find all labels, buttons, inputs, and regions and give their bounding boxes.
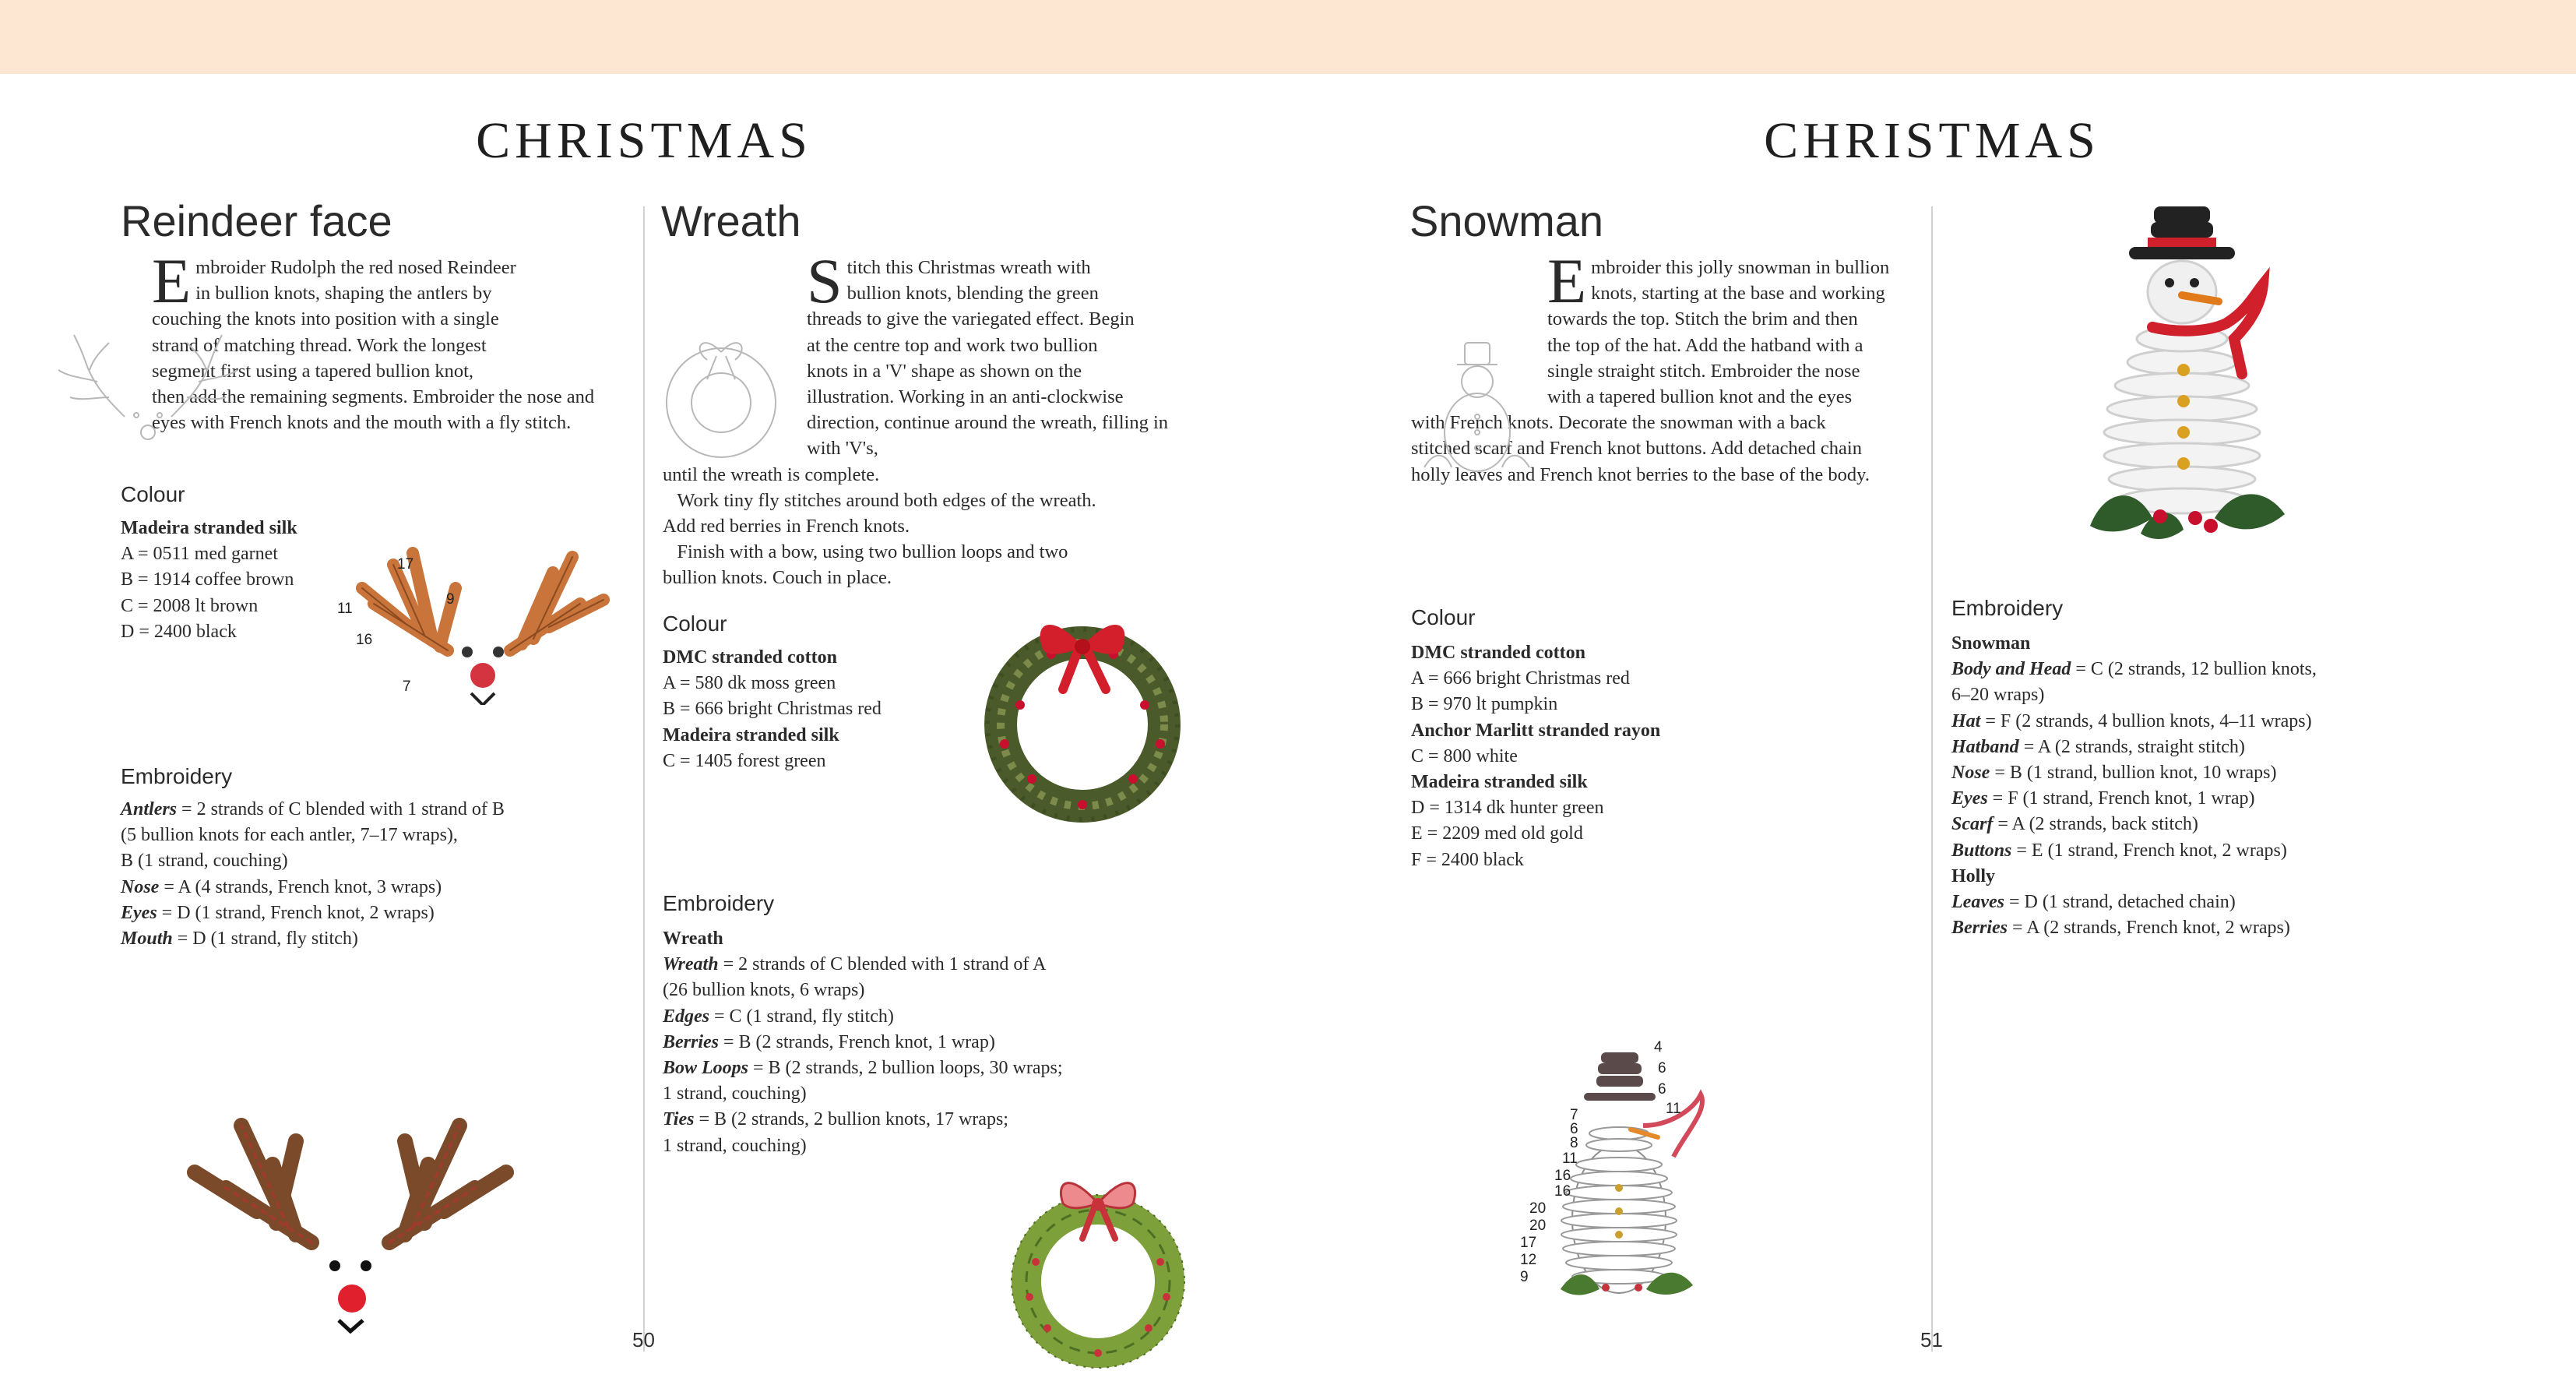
diagram-label: 4: [1654, 1039, 1663, 1055]
embroidery-heading: Embroidery: [1951, 596, 2064, 620]
colour-heading: Colour: [121, 482, 185, 506]
embroidery-line: Ties = B (2 strands, 2 bullion knots, 17 wraps;: [663, 1109, 1008, 1130]
colour-item: C = 1405 forest green: [663, 750, 826, 771]
diagram-label: 20: [1529, 1200, 1547, 1217]
embroidery-line: Eyes = F (1 strand, French knot, 1 wrap): [1951, 788, 2255, 809]
colour-brand: Madeira stranded silk: [1411, 772, 1588, 793]
reindeer-embroidery-list: [121, 797, 505, 952]
wreath-outline-sketch-icon: [660, 325, 785, 465]
reindeer-stitch-diagram: [331, 471, 642, 705]
colour-heading: Colour: [663, 611, 727, 636]
colour-brand: Madeira stranded silk: [121, 518, 297, 538]
reindeer-colour-list: [121, 516, 297, 645]
intro-text: titch this Christmas wreath with bullion knots, blending the green threads to give the variegated effect. Begin at the centre top and work two bullion knots in a 'V' shape as shown on the illustration. Working in an anti-clockwise direction, continue around the wreath, filling in with 'V's, until the wreath is complete. Work tiny fly stitches around both edges of the wreath. Add red berries in French knots. Finish with a bow, using two bullion loops and two bullion knots. Couch in place.: [663, 257, 1169, 589]
right-page: [1288, 74, 2576, 1399]
eye-icon: [493, 647, 504, 657]
wreath-colour-list: [663, 645, 882, 774]
drop-cap: E: [1547, 245, 1587, 316]
diagram-label: 11: [1666, 1101, 1681, 1117]
embroidery-line: 1 strand, couching): [663, 1135, 807, 1156]
embroidery-line: Nose = A (4 strands, French knot, 3 wraps): [121, 876, 442, 897]
diagram-label: 6: [1658, 1081, 1666, 1098]
embroidery-line: Leaves = D (1 strand, detached chain): [1951, 892, 2236, 913]
embroidery-heading: Embroidery: [121, 764, 233, 788]
colour-item: B = 1914 coffee brown: [121, 569, 294, 590]
left-page: [0, 74, 1288, 1399]
diagram-label: 9: [446, 591, 455, 608]
snowman-embroidery-list: [1951, 631, 2317, 941]
intro-text: mbroider Rudolph the red nosed Reindeer in bullion knots, shaping the antlers by couching the knots into position with a single strand of matching thread. Work the longest segment first using a tapered bullion knot, then add the remaining segments. Embroider the nose and eyes with French knots and the mouth with a fly stitch.: [152, 257, 595, 434]
embroidery-line: Wreath = 2 strands of C blended with 1 strand of A: [663, 954, 1047, 975]
embroidery-line: Eyes = D (1 strand, French knot, 2 wraps): [121, 902, 435, 923]
top-color-band: [0, 0, 2576, 74]
embroidery-line: Scarf = A (2 strands, back stitch): [1951, 814, 2198, 835]
snowman-embroidery-photo: [2067, 199, 2316, 549]
diagram-label: 6: [1658, 1060, 1666, 1077]
reindeer-embroidery-photo: [179, 1071, 522, 1351]
embroidery-line: Body and Head = C (2 strands, 12 bullion knots,: [1951, 659, 2317, 680]
colour-item: F = 2400 black: [1411, 849, 1524, 870]
embroidery-line: Edges = C (1 strand, fly stitch): [663, 1006, 894, 1027]
colour-brand: DMC stranded cotton: [663, 647, 837, 668]
embroidery-subheading: Wreath: [663, 929, 723, 949]
colour-item: C = 2008 lt brown: [121, 595, 259, 616]
intro-text: mbroider this jolly snowman in bullion knots, starting at the base and working towards the top. Stitch the brim and then the top of the hat. Add the hatband with a single straight stitch. Embroider the nose with a tapered bullion knot and the eyes with French knots. Decorate the snowman with a back stitched scarf and French knot buttons. Add detached chain holly leaves and French knot berries to the base of the body.: [1411, 257, 1890, 485]
embroidery-line: (5 bullion knots for each antler, 7–17 wraps),: [121, 825, 458, 846]
wreath-embroidery-list: [663, 926, 1063, 1159]
colour-item: A = 580 dk moss green: [663, 673, 836, 694]
diagram-label: 16: [1554, 1168, 1571, 1184]
colour-brand: DMC stranded cotton: [1411, 643, 1585, 663]
colour-item: E = 2209 med old gold: [1411, 823, 1583, 844]
eye-icon: [462, 647, 473, 657]
colour-item: B = 970 lt pumpkin: [1411, 694, 1558, 715]
diagram-label: 6: [1570, 1121, 1578, 1137]
section-title-wreath: Wreath: [661, 196, 801, 245]
embroidery-line: Hatband = A (2 strands, straight stitch): [1951, 736, 2245, 757]
embroidery-line: Nose = B (1 strand, bullion knot, 10 wraps): [1951, 763, 2277, 784]
embroidery-line: Berries = A (2 strands, French knot, 2 wraps): [1951, 918, 2290, 939]
diagram-label: 11: [337, 601, 353, 617]
colour-item: D = 2400 black: [121, 621, 237, 642]
embroidery-line: (26 bullion knots, 6 wraps): [663, 980, 865, 1001]
embroidery-line: Mouth = D (1 strand, fly stitch): [121, 929, 358, 950]
diagram-label: 9: [1520, 1269, 1529, 1285]
diagram-label: 20: [1529, 1218, 1547, 1234]
page-number: 50: [632, 1328, 655, 1351]
wreath-embroidery-photo: [973, 604, 1199, 830]
diagram-label: 12: [1520, 1252, 1537, 1268]
colour-item: C = 800 white: [1411, 745, 1518, 766]
embroidery-line: 1 strand, couching): [663, 1084, 807, 1105]
section-title-reindeer: Reindeer face: [121, 196, 392, 245]
colour-heading: Colour: [1411, 605, 1476, 629]
snowman-colour-list: [1411, 640, 1660, 873]
embroidery-line: B (1 strand, couching): [121, 851, 288, 872]
column-divider: [643, 206, 645, 1351]
snowman-outline-sketch-icon: [1409, 339, 1545, 479]
section-title-snowman: Snowman: [1409, 196, 1604, 245]
diagram-label: 17: [397, 556, 414, 573]
embroidery-subheading: Snowman: [1951, 633, 2031, 654]
drop-cap: E: [152, 245, 192, 316]
embroidery-line: Bow Loops = B (2 strands, 2 bullion loops, 30 wraps;: [663, 1058, 1063, 1079]
embroidery-line: Hat = F (2 strands, 4 bullion knots, 4–11 wraps): [1951, 710, 2312, 731]
diagram-label: 8: [1570, 1135, 1578, 1151]
embroidery-subheading: Holly: [1951, 865, 1996, 886]
diagram-label: 16: [356, 632, 373, 648]
diagram-label: 17: [1520, 1235, 1537, 1251]
colour-item: A = 666 bright Christmas red: [1411, 668, 1630, 689]
embroidery-line: Buttons = E (1 strand, French knot, 2 wraps): [1951, 840, 2287, 861]
diagram-label: 7: [1570, 1107, 1578, 1123]
diagram-label: 7: [403, 678, 411, 695]
snowman-stitch-diagram: [1514, 978, 1841, 1320]
page-number: 51: [1920, 1328, 1943, 1351]
page-heading: CHRISTMAS: [1764, 112, 2100, 169]
embroidery-line: 6–20 wraps): [1951, 685, 2045, 706]
embroidery-line: Antlers = 2 strands of C blended with 1 strand of B: [121, 799, 505, 819]
diagram-label: 16: [1554, 1183, 1571, 1200]
embroidery-line: Berries = B (2 strands, French knot, 1 wrap): [663, 1031, 995, 1052]
colour-brand: Madeira stranded silk: [663, 724, 839, 745]
colour-item: B = 666 bright Christmas red: [663, 699, 882, 720]
drop-cap: S: [807, 245, 843, 316]
colour-brand: Anchor Marlitt stranded rayon: [1411, 720, 1661, 741]
page-heading: CHRISTMAS: [476, 112, 812, 169]
colour-item: A = 0511 med garnet: [121, 544, 278, 565]
embroidery-heading: Embroidery: [663, 891, 775, 915]
nose-icon: [470, 663, 495, 688]
reindeer-outline-sketch-icon: [39, 323, 265, 448]
wreath-stitch-diagram: [997, 1161, 1199, 1379]
colour-item: D = 1314 dk hunter green: [1411, 798, 1604, 819]
diagram-label: 11: [1562, 1151, 1578, 1167]
